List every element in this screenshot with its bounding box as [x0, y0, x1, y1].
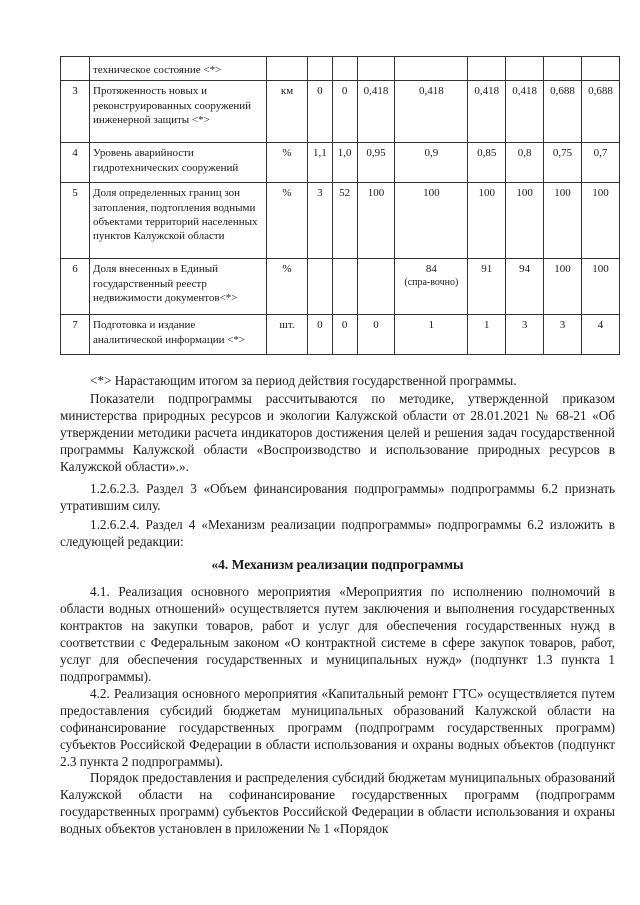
value-cell: 0,95	[357, 143, 395, 183]
section-heading: «4. Механизм реализации подпрограммы	[211, 557, 464, 572]
indicator-name: техническое состояние <*>	[90, 57, 267, 81]
table-row	[61, 57, 620, 81]
row-number: 4	[61, 143, 90, 183]
value-cell: 0,688	[582, 81, 620, 143]
value-cell: 3	[506, 315, 544, 355]
value-cell: 0	[332, 81, 357, 143]
table-row	[61, 259, 620, 315]
indicator-name: Подготовка и издание аналитической информации <*>	[90, 315, 267, 355]
value-cell	[468, 57, 506, 81]
unit-cell: шт.	[267, 315, 308, 355]
value-cell: 0,9	[395, 143, 468, 183]
value-cell: 1	[395, 315, 468, 355]
value-cell: 0,418	[357, 81, 395, 143]
value-cell: 3	[308, 183, 333, 259]
value-cell: 100	[506, 183, 544, 259]
value-cell	[582, 57, 620, 81]
value-cell	[308, 57, 333, 81]
value-cell	[357, 259, 395, 315]
value-cell: 91	[468, 259, 506, 315]
value-cell: 0	[308, 315, 333, 355]
value-cell: 4	[582, 315, 620, 355]
unit-cell: км	[267, 81, 308, 143]
value-cell: 0,7	[582, 143, 620, 183]
value-cell: 0	[357, 315, 395, 355]
value-cell: 0,688	[544, 81, 582, 143]
unit-cell: %	[267, 183, 308, 259]
value-cell: 94	[506, 259, 544, 315]
value-cell: 100	[544, 259, 582, 315]
value-cell: 0,75	[544, 143, 582, 183]
row-number	[61, 57, 90, 81]
indicator-name: Доля внесенных в Единый государственный реестр недвижимости документов<*>	[90, 259, 267, 315]
value-cell: 1	[468, 315, 506, 355]
paragraph-procedure: Порядок предоставления и распределения субсидий бюджетам муниципальных образований Калужской области на софинансирование государственных программ (подпрограмм государственных программ) субъектов Российской Федерации в области использования и охраны водных объектов установлен в приложении № 1 «Порядок	[60, 770, 615, 836]
value-cell: 0	[308, 81, 333, 143]
unit-cell: %	[267, 259, 308, 315]
value-cell: 1,0	[332, 143, 357, 183]
footnote: <*> Нарастающим итогом за период действия государственной программы.	[90, 373, 517, 388]
value-cell: 0,418	[506, 81, 544, 143]
row-number: 7	[61, 315, 90, 355]
table-row	[61, 183, 620, 259]
value-cell: 3	[544, 315, 582, 355]
paragraph-section4: 1.2.6.2.4. Раздел 4 «Механизм реализации подпрограммы» подпрограммы 6.2 изложить в следующей редакции:	[60, 517, 615, 549]
value-cell: 52	[332, 183, 357, 259]
indicator-name: Доля определенных границ зон затопления, подтопления водными объектами территорий населенных пунктов Калужской области	[90, 183, 267, 259]
value-cell: 1,1	[308, 143, 333, 183]
paragraph-4-1: 4.1. Реализация основного мероприятия «Мероприятия по исполнению полномочий в области водных отношений» осуществляется путем заключения и выполнения государственных контрактов на закупки товаров, работ и услуг для обеспечения государственных нужд в соответствии с Федеральным законом «О контрактной системе в сфере закупок товаров, работ, услуг для обеспечения государственных и муниципальных нужд» (подпункт 1.3 пункта 1 подпрограммы).	[60, 584, 615, 684]
value-cell: 100	[468, 183, 506, 259]
row-number: 5	[61, 183, 90, 259]
indicators-table	[60, 56, 620, 355]
value-cell	[506, 57, 544, 81]
value-cell: 100	[582, 259, 620, 315]
value-cell	[332, 259, 357, 315]
unit-cell: %	[267, 143, 308, 183]
table-row	[61, 143, 620, 183]
value-cell: 84 (спра-вочно)	[395, 259, 468, 315]
value-cell: 0,8	[506, 143, 544, 183]
value-cell: 0,85	[468, 143, 506, 183]
value-note: (спра-вочно)	[404, 276, 459, 288]
row-number: 3	[61, 81, 90, 143]
value-cell: 0,418	[468, 81, 506, 143]
value-cell: 0	[332, 315, 357, 355]
value-cell	[544, 57, 582, 81]
value-cell: 100	[582, 183, 620, 259]
value-cell	[308, 259, 333, 315]
indicator-name: Протяженность новых и реконструированных сооружений инженерной защиты <*>	[90, 81, 267, 143]
paragraph-4-2: 4.2. Реализация основного мероприятия «Капитальный ремонт ГТС» осуществляется путем предоставления субсидий бюджетам муниципальных образований Калужской области на софинансирование государственных программ (подпрограмм государственных программ) субъектов Российской Федерации в области использования и охраны водных объектов (подпункт 2.3 пункта 2 подпрограммы).	[60, 686, 615, 769]
value-cell: 100	[544, 183, 582, 259]
unit-cell	[267, 57, 308, 81]
value-cell	[332, 57, 357, 81]
paragraph-section3: 1.2.6.2.3. Раздел 3 «Объем финансирования подпрограммы» подпрограммы 6.2 признать утратившим силу.	[60, 481, 615, 513]
value-cell	[357, 57, 395, 81]
table-row	[61, 315, 620, 355]
paragraph-methodology: Показатели подпрограммы рассчитываются по методике, утвержденной приказом министерства природных ресурсов и экологии Калужской области от 28.01.2021 № 68-21 «Об утверждении методики расчета индикаторов достижения целей и решения задач государственной программы Калужской области «Воспроизводство и использование природных ресурсов в Калужской области».».	[60, 391, 615, 474]
indicator-name: Уровень аварийности гидротехнических сооружений	[90, 143, 267, 183]
value-cell: 100	[357, 183, 395, 259]
value-cell: 100	[395, 183, 468, 259]
value-cell: 0,418	[395, 81, 468, 143]
table-row	[61, 81, 620, 143]
row-number: 6	[61, 259, 90, 315]
value-cell	[395, 57, 468, 81]
